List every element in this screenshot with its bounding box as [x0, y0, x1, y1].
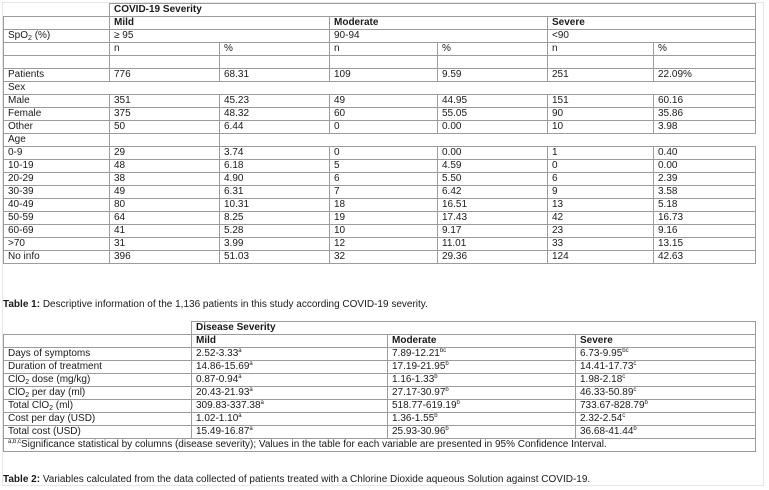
table-row — [4, 400, 756, 413]
table-row — [4, 413, 756, 426]
table-cell: 0 — [548, 160, 654, 173]
table-cell: 7.89-12.21$^{bc}$ — [388, 348, 576, 361]
table-cell: 29.36 — [438, 251, 548, 264]
table-cell: 15.49-16.87$^a$ — [192, 426, 388, 439]
table-cell: 0.87-0.94$^a$ — [192, 374, 388, 387]
table-cell: 16.73 — [654, 212, 756, 225]
table1-corner-cell — [4, 4, 110, 17]
table-cell: 2.52-3.33$^a$ — [192, 348, 388, 361]
table-cell: 124 — [548, 251, 654, 264]
table-cell: 6.44 — [220, 121, 330, 134]
table-row-sex — [4, 121, 756, 134]
table-cell: 17.43 — [438, 212, 548, 225]
table-cell: 25.93-30.96$^b$ — [388, 426, 576, 439]
table2-severity-severe: Severe — [576, 335, 756, 348]
table-cell: 4.59 — [438, 160, 548, 173]
table-cell: 20.43-21.93$^a$ — [192, 387, 388, 400]
table1-spo2-row — [4, 30, 756, 43]
table-cell: 5.50 — [438, 173, 548, 186]
table-cell: 1.02-1.10$^a$ — [192, 413, 388, 426]
table1-severity-moderate: Moderate — [330, 17, 548, 30]
table-cell: 396 — [110, 251, 220, 264]
table-row-age — [4, 186, 756, 199]
table2-caption: Table 2: Variables calculated from the data collected of patients treated with a Chlorine Dioxide aqueous Solution against COVID-19. — [3, 474, 591, 485]
table-cell: 2.39 — [654, 173, 756, 186]
table-cell: 29 — [110, 147, 220, 160]
table-cell: 1 — [548, 147, 654, 160]
table-row-age — [4, 212, 756, 225]
table-cell: 0.00 — [438, 147, 548, 160]
table-cell: 109 — [330, 69, 438, 82]
table1-group-header-row — [4, 4, 756, 17]
table-cell: 46.33-50.89$^c$ — [576, 387, 756, 400]
table2-row-label: Total ClO$_2$ (ml) — [4, 400, 192, 413]
table-cell: 3.74 — [220, 147, 330, 160]
table-row-age — [4, 173, 756, 186]
table-row-age — [4, 251, 756, 264]
table2-severity-mild: Mild — [192, 335, 388, 348]
table-cell: 41 — [110, 225, 220, 238]
table-cell: 19 — [330, 212, 438, 225]
table-cell: 23 — [548, 225, 654, 238]
table1-spo2-mild: ≥ 95 — [110, 30, 330, 43]
table-cell: 151 — [548, 95, 654, 108]
table-row-age-label: No info — [4, 251, 110, 264]
table-chlorine-dioxide-variables — [3, 321, 756, 452]
table1-spacer-cell — [220, 56, 330, 69]
table1-sex-header-blank — [110, 82, 756, 95]
table-cell: 0 — [330, 147, 438, 160]
table-cell: 55.05 — [438, 108, 548, 121]
table2-row-label: Cost per day (USD) — [4, 413, 192, 426]
table1-spo2-severe: <90 — [548, 30, 756, 43]
table-cell: 6 — [548, 173, 654, 186]
table-row-age-label: 60-69 — [4, 225, 110, 238]
table2-severity-row — [4, 335, 756, 348]
table-cell: 27.17-30.97$^b$ — [388, 387, 576, 400]
table-row-age — [4, 225, 756, 238]
table-cell: 33 — [548, 238, 654, 251]
table-cell: 3.58 — [654, 186, 756, 199]
table-cell: 375 — [110, 108, 220, 121]
table-cell: 1.36-1.55$^b$ — [388, 413, 576, 426]
table-cell: 6 — [330, 173, 438, 186]
table-cell: 17.19-21.95$^b$ — [388, 361, 576, 374]
table1-spacer-cell — [438, 56, 548, 69]
table-cell: 5 — [330, 160, 438, 173]
table-cell: 776 — [110, 69, 220, 82]
table-cell: 4.90 — [220, 173, 330, 186]
table2-row-label: ClO$_2$ dose (mg/kg) — [4, 374, 192, 387]
table-cell: 60 — [330, 108, 438, 121]
table1-n-moderate: n — [330, 43, 438, 56]
table1-n-pct-row — [4, 43, 756, 56]
table-cell: 10 — [548, 121, 654, 134]
table-cell: 0 — [330, 121, 438, 134]
table1-age-header-row — [4, 134, 756, 147]
table-cell: 16.51 — [438, 199, 548, 212]
table2-footnote: $^{a,b,c}$Significance statistical by columns (disease severity); Values in the table for each variable are presented in 95% Confidence Interval. — [4, 439, 756, 452]
table1-patients-label: Patients — [4, 69, 110, 82]
table-cell: 14.86-15.69$^a$ — [192, 361, 388, 374]
table-cell: 1.98-2.18$^c$ — [576, 374, 756, 387]
table-cell: 31 — [110, 238, 220, 251]
table-cell: 733.67-828.79$^b$ — [576, 400, 756, 413]
table-cell: 50 — [110, 121, 220, 134]
table1-spacer-cell — [4, 56, 110, 69]
table1-age-label: Age — [4, 134, 110, 147]
table-cell: 49 — [110, 186, 220, 199]
table1-spacer-cell — [654, 56, 756, 69]
table2-row-label: Days of symptoms — [4, 348, 192, 361]
table-row — [4, 426, 756, 439]
table-row-age-label: 20-29 — [4, 173, 110, 186]
table-cell: 13.15 — [654, 238, 756, 251]
table-cell: 13 — [548, 199, 654, 212]
table-row-age-label: 30-39 — [4, 186, 110, 199]
table-cell: 48 — [110, 160, 220, 173]
table-cell: 1.16-1.33$^b$ — [388, 374, 576, 387]
table-cell: 14.41-17.73$^c$ — [576, 361, 756, 374]
table1-spacer-cell — [330, 56, 438, 69]
table-cell: 9.17 — [438, 225, 548, 238]
table-cell: 64 — [110, 212, 220, 225]
table1-group-header: COVID-19 Severity — [110, 4, 756, 17]
table1-severity-blank — [4, 17, 110, 30]
table-row-age-label: 50-59 — [4, 212, 110, 225]
table1-n-mild: n — [110, 43, 220, 56]
table2-group-header-row — [4, 322, 756, 335]
table-row-sex — [4, 95, 756, 108]
table-row-sex-label: Other — [4, 121, 110, 134]
table1-n-pct-blank — [4, 43, 110, 56]
table-cell: 11.01 — [438, 238, 548, 251]
table-cell: 42.63 — [654, 251, 756, 264]
table2-rows — [4, 348, 756, 439]
table-cell: 12 — [330, 238, 438, 251]
table-row — [4, 348, 756, 361]
table-cell: 18 — [330, 199, 438, 212]
table1-spacer-cell — [110, 56, 220, 69]
table1-severity-mild: Mild — [110, 17, 330, 30]
table-cell: 351 — [110, 95, 220, 108]
table-cell: 7 — [330, 186, 438, 199]
table-row-age-label: >70 — [4, 238, 110, 251]
table1-caption: Table 1: Descriptive information of the 1,136 patients in this study according COVID-19 severity. — [3, 299, 428, 310]
table-row-age-label: 10-19 — [4, 160, 110, 173]
table1-patients-row — [4, 69, 756, 82]
table-cell: 5.18 — [654, 199, 756, 212]
table2-group-header: Disease Severity — [192, 322, 756, 335]
table-row-age — [4, 160, 756, 173]
table-cell: 60.16 — [654, 95, 756, 108]
table-cell: 0.00 — [438, 121, 548, 134]
table-cell: 9.16 — [654, 225, 756, 238]
table-cell: 8.25 — [220, 212, 330, 225]
table-cell: 90 — [548, 108, 654, 121]
table-cell: 6.18 — [220, 160, 330, 173]
table-cell: 36.68-41.44$^b$ — [576, 426, 756, 439]
table-cell: 80 — [110, 199, 220, 212]
table-cell: 48.32 — [220, 108, 330, 121]
table-cell: 518.77-619.19$^b$ — [388, 400, 576, 413]
table1-sex-label: Sex — [4, 82, 110, 95]
table2-row-label: Duration of treatment — [4, 361, 192, 374]
table1-spacer-row — [4, 56, 756, 69]
table-cell: 5.28 — [220, 225, 330, 238]
table-row-age — [4, 147, 756, 160]
table2-corner-cell — [4, 322, 192, 335]
table1-sex-rows — [4, 95, 756, 134]
table-cell: 10.31 — [220, 199, 330, 212]
table-cell: 251 — [548, 69, 654, 82]
table2-severity-moderate: Moderate — [388, 335, 576, 348]
table1-pct-moderate: % — [438, 43, 548, 56]
table-row-sex-label: Male — [4, 95, 110, 108]
table-cell: 9 — [548, 186, 654, 199]
table-row-age — [4, 199, 756, 212]
table-cell: 9.59 — [438, 69, 548, 82]
table2-severity-blank — [4, 335, 192, 348]
table2-footnote-row — [4, 439, 756, 452]
table-cell: 22.09% — [654, 69, 756, 82]
table1-pct-severe: % — [654, 43, 756, 56]
table-cell: 10 — [330, 225, 438, 238]
table-cell: 45.23 — [220, 95, 330, 108]
table-row-age-label: 40-49 — [4, 199, 110, 212]
table-cell: 6.31 — [220, 186, 330, 199]
table1-sex-header-row — [4, 82, 756, 95]
table-covid-severity-descriptive — [3, 3, 756, 264]
table-cell: 44.95 — [438, 95, 548, 108]
table-cell: 42 — [548, 212, 654, 225]
table1-age-header-blank — [110, 134, 220, 147]
table1-severity-severe: Severe — [548, 17, 756, 30]
table-cell: 35.86 — [654, 108, 756, 121]
table-row — [4, 361, 756, 374]
table-cell: 0.40 — [654, 147, 756, 160]
table1-age-header-blank — [220, 134, 756, 147]
table-cell: 6.73-9.95$^{bc}$ — [576, 348, 756, 361]
table-cell: 49 — [330, 95, 438, 108]
table2-row-label: ClO$_2$ per day (ml) — [4, 387, 192, 400]
table-cell: 38 — [110, 173, 220, 186]
table1-pct-mild: % — [220, 43, 330, 56]
table-cell: 32 — [330, 251, 438, 264]
table-cell: 6.42 — [438, 186, 548, 199]
table-cell: 3.98 — [654, 121, 756, 134]
table-row-sex — [4, 108, 756, 121]
table-cell: 309.83-337.38$^a$ — [192, 400, 388, 413]
table-cell: 2.32-2.54$^c$ — [576, 413, 756, 426]
table1-severity-row — [4, 17, 756, 30]
table2-row-label: Total cost (USD) — [4, 426, 192, 439]
table-row-age-label: 0-9 — [4, 147, 110, 160]
table1-n-severe: n — [548, 43, 654, 56]
table1-age-rows — [4, 147, 756, 264]
table1-spo2-moderate: 90-94 — [330, 30, 548, 43]
table-row-age — [4, 238, 756, 251]
table-cell: 68.31 — [220, 69, 330, 82]
table-row — [4, 374, 756, 387]
table-row — [4, 387, 756, 400]
table-cell: 51.03 — [220, 251, 330, 264]
table1-spacer-cell — [548, 56, 654, 69]
table1-spo2-label: SpO$_2$ (%) — [4, 30, 110, 43]
table-cell: 3.99 — [220, 238, 330, 251]
table-cell: 0.00 — [654, 160, 756, 173]
table-row-sex-label: Female — [4, 108, 110, 121]
